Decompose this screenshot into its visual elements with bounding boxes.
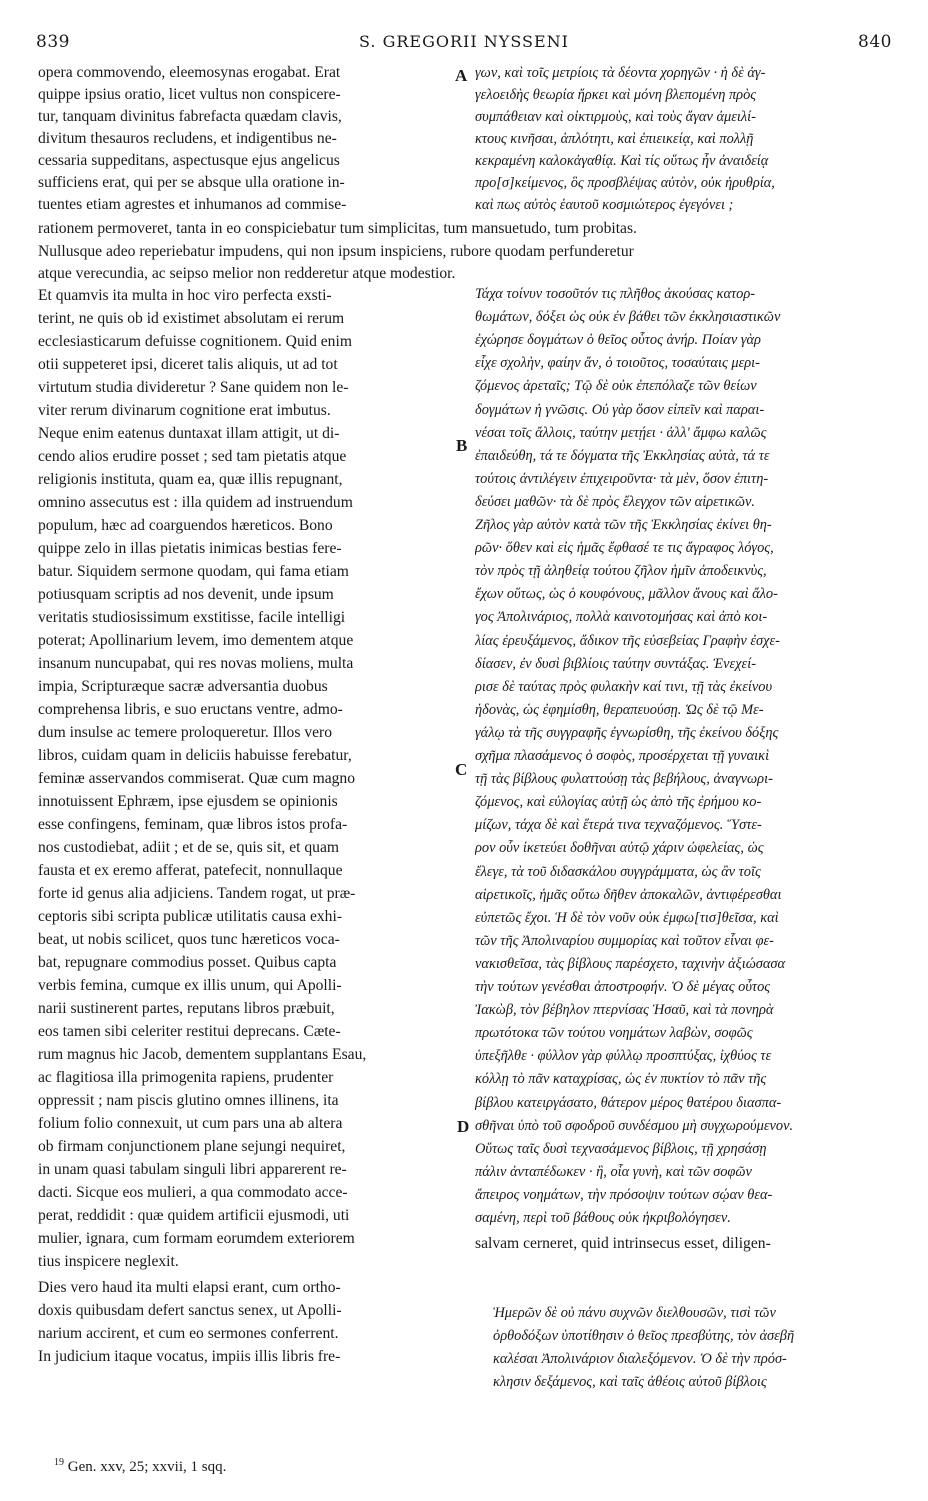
- greek-line: τῇ τὰς βίβλους φυλαττούσῃ τὰς βεβήλους, ἀναγνωρι-: [475, 771, 773, 788]
- greek-line: γων, καὶ τοῖς μετρίοις τὰ δέοντα χορηγῶν · ἡ δὲ ἀγ-: [475, 65, 766, 81]
- latin-line: tur, tanquam divinitus fabrefacta quædam clavis,: [38, 108, 342, 125]
- greek-line: σχῆμα πλασάμενος ὁ σοφὸς, προσέρχεται τῇ γυναικὶ: [475, 748, 770, 764]
- greek-line: σθῆναι ὑπὸ τοῦ σφοδροῦ συνδέσμου μὴ συγχωρούμενον.: [475, 1117, 794, 1134]
- greek-line: ἡδονὰς, ὡς ἐφημίσθη, θεραπευούσῃ. Ὡς δὲ τῷ Με-: [475, 701, 764, 718]
- latin-line: dacti. Sicque eos mulieri, a qua commodato acce-: [38, 1184, 348, 1201]
- latin-line: opera commovendo, eleemosynas erogabat. Erat: [38, 64, 341, 81]
- latin-line: folium folio connexuit, ut cum pars una ab altera: [38, 1115, 343, 1132]
- running-title: S. GREGORII NYSSENI: [359, 32, 569, 51]
- latin-line: quippe ipsius oratio, licet vultus non conspicere-: [38, 86, 341, 103]
- latin-line: batur. Siquidem sermone quodam, qui fama etiam: [38, 563, 349, 580]
- greek-line: ὑπεξῆλθε · φύλλον γὰρ φύλλῳ προσπτύξας, ἰχθύος τε: [475, 1048, 772, 1065]
- latin-line: dum insulse ac temere proloqueretur. Illos vero: [38, 724, 333, 741]
- margin-letter-a: A: [455, 66, 468, 85]
- latin-line: rum magnus hic Jacob, dementem supplantans Esau,: [38, 1046, 367, 1063]
- greek-line: σαμένη, περὶ τοῦ βάθους οὐκ ἠκριβολόγησεν.: [475, 1210, 731, 1226]
- greek-line: ρισε δὲ ταύτας πρὸς φυλακὴν καί τινι, τῇ τὰς ἐκείνου: [475, 678, 773, 695]
- greek-line: δογμάτων ἡ γνῶσις. Οὐ γὰρ ὅσον εἰπεῖν καὶ παραι-: [475, 401, 765, 418]
- greek-line: ἄπειρος νοημάτων, τὴν πρόσοψιν τούτων σῴαν θεα-: [475, 1186, 773, 1203]
- latin-line: beat, ut nobis scilicet, quos tunc hæreticos voca-: [38, 931, 340, 948]
- latin-line: insanum nuncupabat, qui res novas moliens, multa: [38, 655, 354, 672]
- greek-line: νακισθεῖσα, τὰς βίβλους παρέσχετο, ταχινὴν ἀξιώσασα: [475, 955, 786, 972]
- latin-line: narium accirent, et cum eo sermones conferrent.: [38, 1325, 339, 1342]
- latin-line: potiusquam scriptis ad nos devenit, unde ipsum: [38, 586, 334, 603]
- latin-line: forte id genus alia adjiciens. Tandem rogat, ut præ-: [38, 885, 356, 902]
- latin-line: Neque enim eatenus duntaxat illam attigit, ut di-: [38, 425, 340, 442]
- latin-line: narii sustinerent partes, reputans libros præbuit,: [38, 1000, 335, 1017]
- page-number-left: 839: [36, 32, 70, 52]
- greek-line: Τάχα τοίνυν τοσοῦτόν τις πλῆθος ἀκούσας κατορ-: [475, 286, 756, 302]
- latin-line: viter rerum divinarum cognitione erat imbutus.: [38, 402, 331, 419]
- latin-line: omnino assecutus est : illa quidem ad instruendum: [38, 494, 353, 511]
- latin-line: tuentes etiam agrestes et inhumanos ad commise-: [38, 196, 347, 213]
- greek-line: βίβλου κατειργάσατο, θάτερον μέρος θατέρου διασπα-: [475, 1094, 782, 1111]
- latin-line: cendo alios erudire posset ; sed tam pietatis atque: [38, 448, 347, 465]
- greek-line: γάλῳ τὰ τῆς συγγραφῆς ἐγνωρίσθη, τῆς ἐκείνου δόξης: [475, 724, 779, 741]
- footnote-mark: 19: [54, 1457, 64, 1468]
- greek-line: συμπάθειαν καὶ οἰκτιρμοὺς, καὶ τοὺς ἄγαν ἀμειλί-: [475, 109, 756, 125]
- latin-line: ceptoris sibi scripta publicæ utilitatis causa exhi-: [38, 908, 343, 925]
- latin-full-line: Nullusque adeo reperiebatur impudens, qui non ipsum inspiciens, rubore quodam perfunderetur: [38, 242, 634, 260]
- latin-line: In judicium itaque vocatus, impiis illis libris fre-: [38, 1348, 341, 1365]
- greek-line: τούτοις ἀντιλέγειν ἐπιχειροῦντα· τὰ μὲν, ὅσον ἐπιτη-: [475, 470, 769, 487]
- latin-line: in unam quasi tabulam singuli libri apparerent re-: [38, 1161, 347, 1178]
- greek-line: κόλλῃ τὸ πᾶν καταχρίσας, ὡς ἐν πυκτίον τὸ πᾶν τῆς: [475, 1071, 767, 1088]
- latin-line: veritatis studiosissimum exstitisse, facile intelligi: [38, 609, 346, 626]
- latin-line: terint, ne quis ob id existimet absolutam ei rerum: [38, 310, 345, 327]
- greek-line: κλησιν δεξάμενος, καὶ ταῖς ἀθέοις αὐτοῦ βίβλοις: [493, 1374, 767, 1390]
- latin-line: populum, hæc ad coarguendos hæreticos. Bono: [38, 517, 333, 534]
- greek-line: ἔχων οὕτως, ὡς ὁ κουφόνους, μᾶλλον ἄνους καὶ ἄλο-: [475, 586, 778, 603]
- greek-line: δεύσει μαθῶν· τὰ δὲ πρὸς ἔλεγχον τῶν αἱρετικῶν.: [475, 493, 756, 510]
- greek-line: κεκραμένη καλοκἀγαθίᾳ. Καὶ τίς οὕτως ἦν ἀναιδείᾳ: [475, 153, 769, 169]
- latin-line: esse confingens, feminam, quæ libros istos profa-: [38, 816, 348, 833]
- latin-line: Dies vero haud ita multi elapsi erant, cum ortho-: [38, 1279, 341, 1296]
- latin-line: divitum thesauros recludens, et indigentibus ne-: [38, 130, 337, 147]
- latin-line: religionis instituta, quam ea, quæ illis repugnant,: [38, 471, 343, 488]
- latin-line: salvam cerneret, quid intrinsecus esset, diligen-: [475, 1235, 771, 1252]
- greek-line: θωμάτων, δόξει ὡς οὐκ ἐν βάθει τῶν ἐκκλησιαστικῶν: [475, 309, 781, 326]
- greek-line: πάλιν ἀνταπέδωκεν · ἣ, οἷα γυνὴ, καὶ τῶν σοφῶν: [475, 1163, 752, 1180]
- greek-line: ρον οὖν ἱκετεύει δοθῆναι αὐτῷ χάριν ὠφελείας, ὡς: [475, 840, 764, 857]
- greek-line: Ζῆλος γὰρ αὐτὸν κατὰ τῶν τῆς Ἐκκλησίας ἐκίνει θη-: [475, 517, 772, 533]
- latin-line: comprehensa libris, e suo eructans ventre, admo-: [38, 701, 343, 718]
- greek-line: ὀρθοδόξων ὑποτίθησιν ὁ θεῖος πρεσβύτης, τὸν ἀσεβῆ: [493, 1328, 795, 1344]
- greek-line: νέσαι τοῖς ἄλλοις, ταύτην μετῄει · ἀλλ' ἄμφω καλῶς: [475, 424, 767, 441]
- latin-line: ecclesiasticarum defuisse cognitionem. Quid enim: [38, 333, 352, 350]
- latin-line: sufficiens erat, qui per se absque ulla oratione in-: [38, 174, 345, 191]
- greek-line: αἱρετικοῖς, ἡμᾶς οὕτω δῆθεν ἀποκαλῶν, ἀντιφέρεσθαι: [475, 886, 782, 903]
- greek-line: τὴν τούτων γενέσθαι ἀποστροφήν. Ὁ δὲ μέγας οὗτος: [475, 979, 771, 995]
- greek-line: Οὕτως ταῖς δυσὶ τεχνασάμενος βίβλοις, τῇ χρησάσῃ: [475, 1140, 767, 1157]
- latin-line: quippe zelo in illas pietatis inimicas bestias fere-: [38, 540, 342, 557]
- latin-line: cessaria suppeditans, aspectusque ejus angelicus: [38, 152, 340, 169]
- greek-line: πρωτότοκα τῶν τούτου νοημάτων λαβὼν, σοφῶς: [475, 1025, 753, 1042]
- latin-line: mulier, ignara, cum formam eorumdem exteriorem: [38, 1230, 355, 1247]
- footnote-text: Gen. xxv, 25; xxvii, 1 sqq.: [67, 1459, 227, 1475]
- greek-line: καὶ πως αὐτὸς ἑαυτοῦ κοσμιώτερος ἐγεγόνει ;: [475, 197, 734, 213]
- latin-line: impia, Scripturæque sacræ adversantia duobus: [38, 678, 328, 695]
- greek-line: ἐπαιδεύθη, τά τε δόγματα τῆς Ἐκκλησίας αὐτὰ, τά τε: [475, 447, 770, 464]
- greek-line: καλέσαι Ἀπολινάριον διαλεξόμενον. Ὁ δὲ τὴν πρόσ-: [493, 1351, 787, 1367]
- latin-line: perat, reddidit : quæ quidem artificii ejusmodi, uti: [38, 1207, 350, 1224]
- latin-line: libros, cuidam quam in deliciis habuisse ferebatur,: [38, 747, 352, 764]
- greek-line: προ[σ]κείμενος, ὃς προσβλέψας αὐτὸν, οὐκ ἠρυθρία,: [475, 175, 775, 191]
- greek-line: κτους κινῆσαι, ἁπλότητι, καὶ ἐπιεικείᾳ, καὶ πολλῇ: [475, 131, 754, 147]
- greek-line: γελοειδὴς θεωρία ἤρκει καὶ μόνη βλεπομένη πρὸς: [475, 87, 757, 103]
- latin-line: innotuissent Ephræm, ipse ejusdem se opinionis: [38, 793, 338, 810]
- greek-line: τῶν τῆς Ἀπολιναρίου συμμορίας καὶ τοῦτον εἶναι φε-: [475, 932, 774, 949]
- latin-line: bat, repugnare commodius posset. Quibus capta: [38, 954, 337, 971]
- greek-line: τὸν πρὸς τῇ ἀληθείᾳ τούτου ζῆλον ἡμῖν ἀποδεικνὺς,: [475, 563, 767, 580]
- greek-line: γος Ἀπολινάριος, πολλὰ καινοτομήσας καὶ ἀπὸ κοι-: [475, 609, 768, 626]
- greek-line: ἐχώρησε δογμάτων ὁ θεῖος οὗτος ἀνήρ. Ποίαν γὰρ: [475, 332, 761, 349]
- latin-line: otii suppeteret ipsi, diceret talis aliquis, ut ad tot: [38, 356, 338, 373]
- greek-line: Ἡμερῶν δὲ οὐ πάνυ συχνῶν διελθουσῶν, τισὶ τῶν: [493, 1305, 776, 1321]
- greek-line: εὐπετῶς ἔχοι. Ἡ δὲ τὸν νοῦν οὐκ ἐμφω[τισ]θεῖσα, καὶ: [475, 909, 779, 926]
- latin-full-line: atque verecundia, ac seipso melior non redderetur atque modestior.: [38, 265, 456, 282]
- greek-line: ζόμενος ἀρεταῖς; Τῷ δὲ οὐκ ἐπεπόλαζε τῶν θείων: [475, 378, 757, 395]
- latin-line: oppressit ; nam piscis glutino omnes illinens, ita: [38, 1092, 339, 1109]
- latin-line: Et quamvis ita multa in hoc viro perfecta exsti-: [38, 287, 332, 304]
- page-number-right: 840: [858, 32, 892, 52]
- latin-full-line: rationem permoveret, tanta in eo conspiciebatur tum simplicitas, tum mansuetudo, tum probitas.: [38, 220, 637, 237]
- latin-line: poterat; Apollinarium levem, imo dementem atque: [38, 632, 354, 649]
- footnote: [54, 1457, 226, 1476]
- greek-line: ρῶν· ὅθεν καὶ εἰς ἡμᾶς ἔφθασέ τε τις ἄγραφος λόγος,: [475, 540, 774, 557]
- latin-line: ac flagitiosa illa primogenita rapiens, prudenter: [38, 1069, 334, 1086]
- latin-line: doxis quibusdam defert sanctus senex, ut Apolli-: [38, 1302, 342, 1319]
- greek-line: λίας ἐρευξάμενος, ἄδικον τῆς εὐσεβείας Γραφὴν ἐσχε-: [475, 632, 780, 649]
- margin-letter-d: D: [457, 1117, 470, 1136]
- latin-line: ob firmam conjunctionem plane sejungi nequiret,: [38, 1138, 346, 1155]
- greek-line: ζόμενος, καὶ εὐλογίας αὐτῇ ὡς ἀπὸ τῆς ἐρήμου κο-: [475, 794, 762, 811]
- latin-line: virtutum studia divideretur ? Sane quidem non le-: [38, 379, 349, 396]
- margin-letter-c: C: [455, 760, 468, 779]
- greek-line: δίασεν, ἐν δυσὶ βιβλίοις ταύτην συντάξας. Ἐνεχεί-: [475, 655, 756, 672]
- latin-line: eos tamen sibi celeriter restitui deprecans. Cæte-: [38, 1023, 341, 1040]
- page-header: [36, 32, 892, 56]
- greek-line: εἶχε σχολὴν, φαίην ἄν, ὁ τοιοῦτος, τοσαύταις μερι-: [475, 355, 760, 372]
- latin-line: feminæ asservandos commiserat. Quæ cum magno: [38, 770, 356, 787]
- latin-line: nos custodiebat, adiit ; et de se, quis sit, et quam: [38, 839, 339, 856]
- latin-line: fausta et ex eremo afferat, patefecit, nonnullaque: [38, 862, 343, 879]
- greek-line: Ἰακὼβ, τὸν βέβηλον πτερνίσας Ἡσαῦ, καὶ τὰ πονηρὰ: [475, 1002, 774, 1019]
- latin-line: tius inspicere neglexit.: [38, 1253, 179, 1270]
- greek-line: ἔλεγε, τὰ τοῦ διδασκάλου συγγράμματα, ὡς ἂν τοῖς: [475, 863, 761, 880]
- margin-letter-b: B: [456, 436, 468, 455]
- latin-line: verbis femina, cumque ex illis unum, qui Apolli-: [38, 977, 342, 994]
- greek-line: μίζων, τάχα δὲ καὶ ἕτερά τινα τεχναζόμενος. Ὕστε-: [475, 817, 762, 834]
